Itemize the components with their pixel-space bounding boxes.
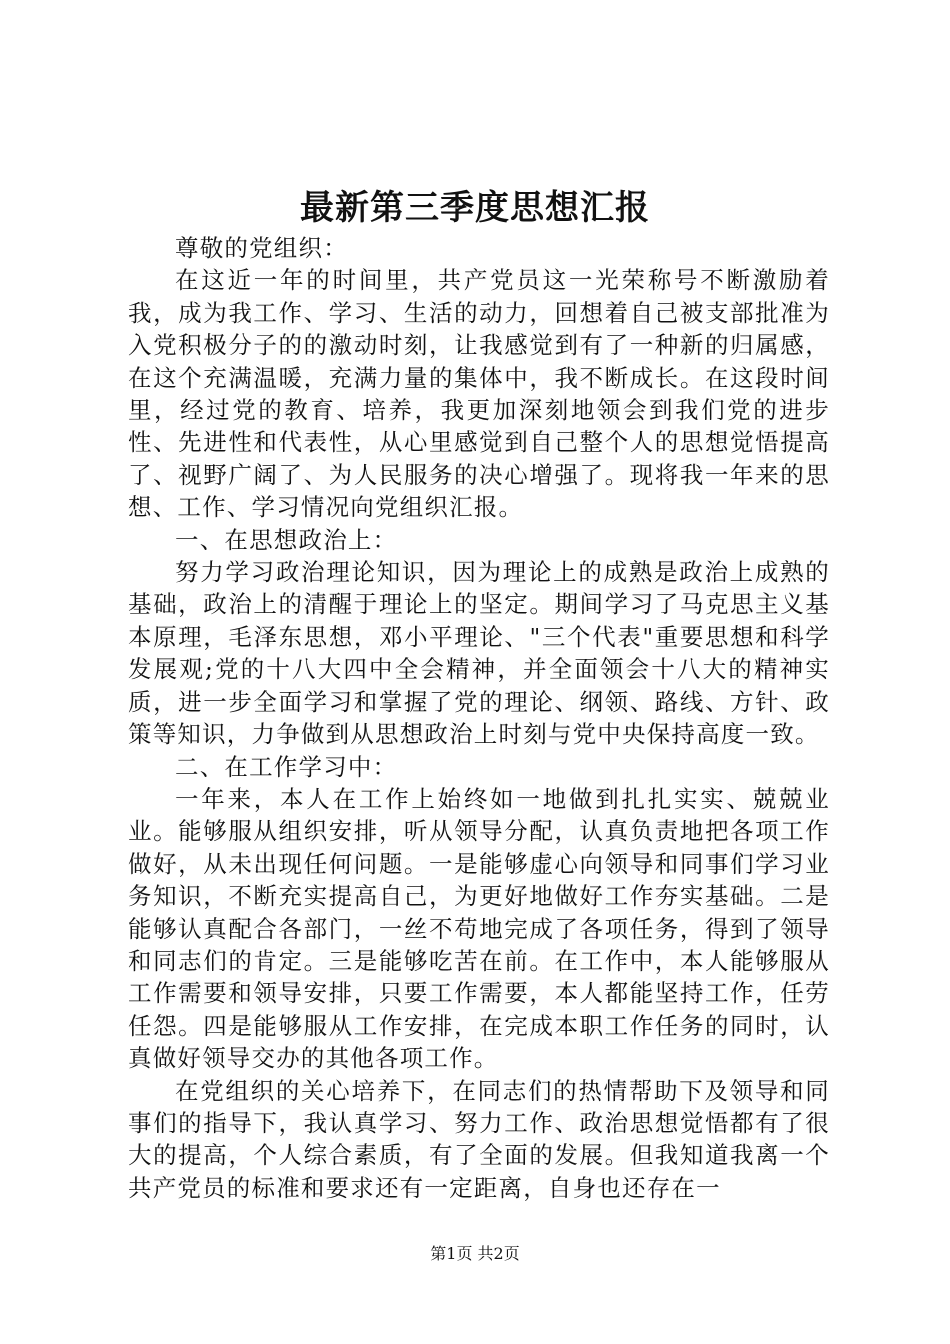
paragraph-summary: 在党组织的关心培养下，在同志们的热情帮助下及领导和同事们的指导下，我认真学习、努力工作、政治思想觉悟都有了很大的提高，个人综合素质，有了全面的发展。但我知道我离一个共产党员的标准和要求还有一定距离，自身也还存在一 — [128, 1076, 830, 1202]
salutation: 尊敬的党组织： — [175, 234, 348, 262]
page-title: 最新第三季度思想汇报 — [300, 188, 650, 228]
document-body — [128, 232, 830, 1204]
paragraph-work: 一年来，本人在工作上始终如一地做到扎扎实实、兢兢业业。能够服从组织安排，听从领导分配，认真负责地把各项工作做好，从未出现任何问题。一是能够虚心向领导和同事们学习业务知识，不断充实提高自己，为更好地做好工作夯实基础。二是能够认真配合各部门，一丝不苟地完成了各项任务，得到了领导和同志们的肯定。三是能够吃苦在前。在工作中，本人能够服从工作需要和领导安排，只要工作需要，本人都能坚持工作，任劳任怨。四是能够服从工作安排，在完成本职工作任务的同时，认真做好领导交办的其他各项工作。 — [128, 784, 830, 1073]
section-heading-work: 二、在工作学习中： — [175, 752, 398, 781]
paragraph-intro: 在这近一年的时间里，共产党员这一光荣称号不断激励着我，成为我工作、学习、生活的动力，回想着自己被支部批准为入党积极分子的的激动时刻，让我感觉到有了一种新的归属感，在这个充满温暖，充满力量的集体中，我不断成长。在这段时间里，经过党的教育、培养，我更加深刻地领会到我们党的进步性、先进性和代表性，从心里感觉到自己整个人的思想觉悟提高了、视野广阔了、为人民服务的决心增强了。现将我一年来的思想、工作、学习情况向党组织汇报。 — [128, 266, 830, 522]
paragraph-political: 努力学习政治理论知识，因为理论上的成熟是政治上成熟的基础，政治上的清醒于理论上的坚定。期间学习了马克思主义基本原理，毛泽东思想，邓小平理论、"三个代表"重要思想和科学发展观;党的十八大四中全会精神，并全面领会十八大的精神实质，进一步全面学习和掌握了党的理论、纲领、路线、方针、政策等知识，力争做到从思想政治上时刻与党中央保持高度一致。 — [128, 558, 830, 749]
page-footer: 第1页 共2页 — [430, 1244, 520, 1263]
section-heading-political: 一、在思想政治上： — [175, 525, 398, 554]
